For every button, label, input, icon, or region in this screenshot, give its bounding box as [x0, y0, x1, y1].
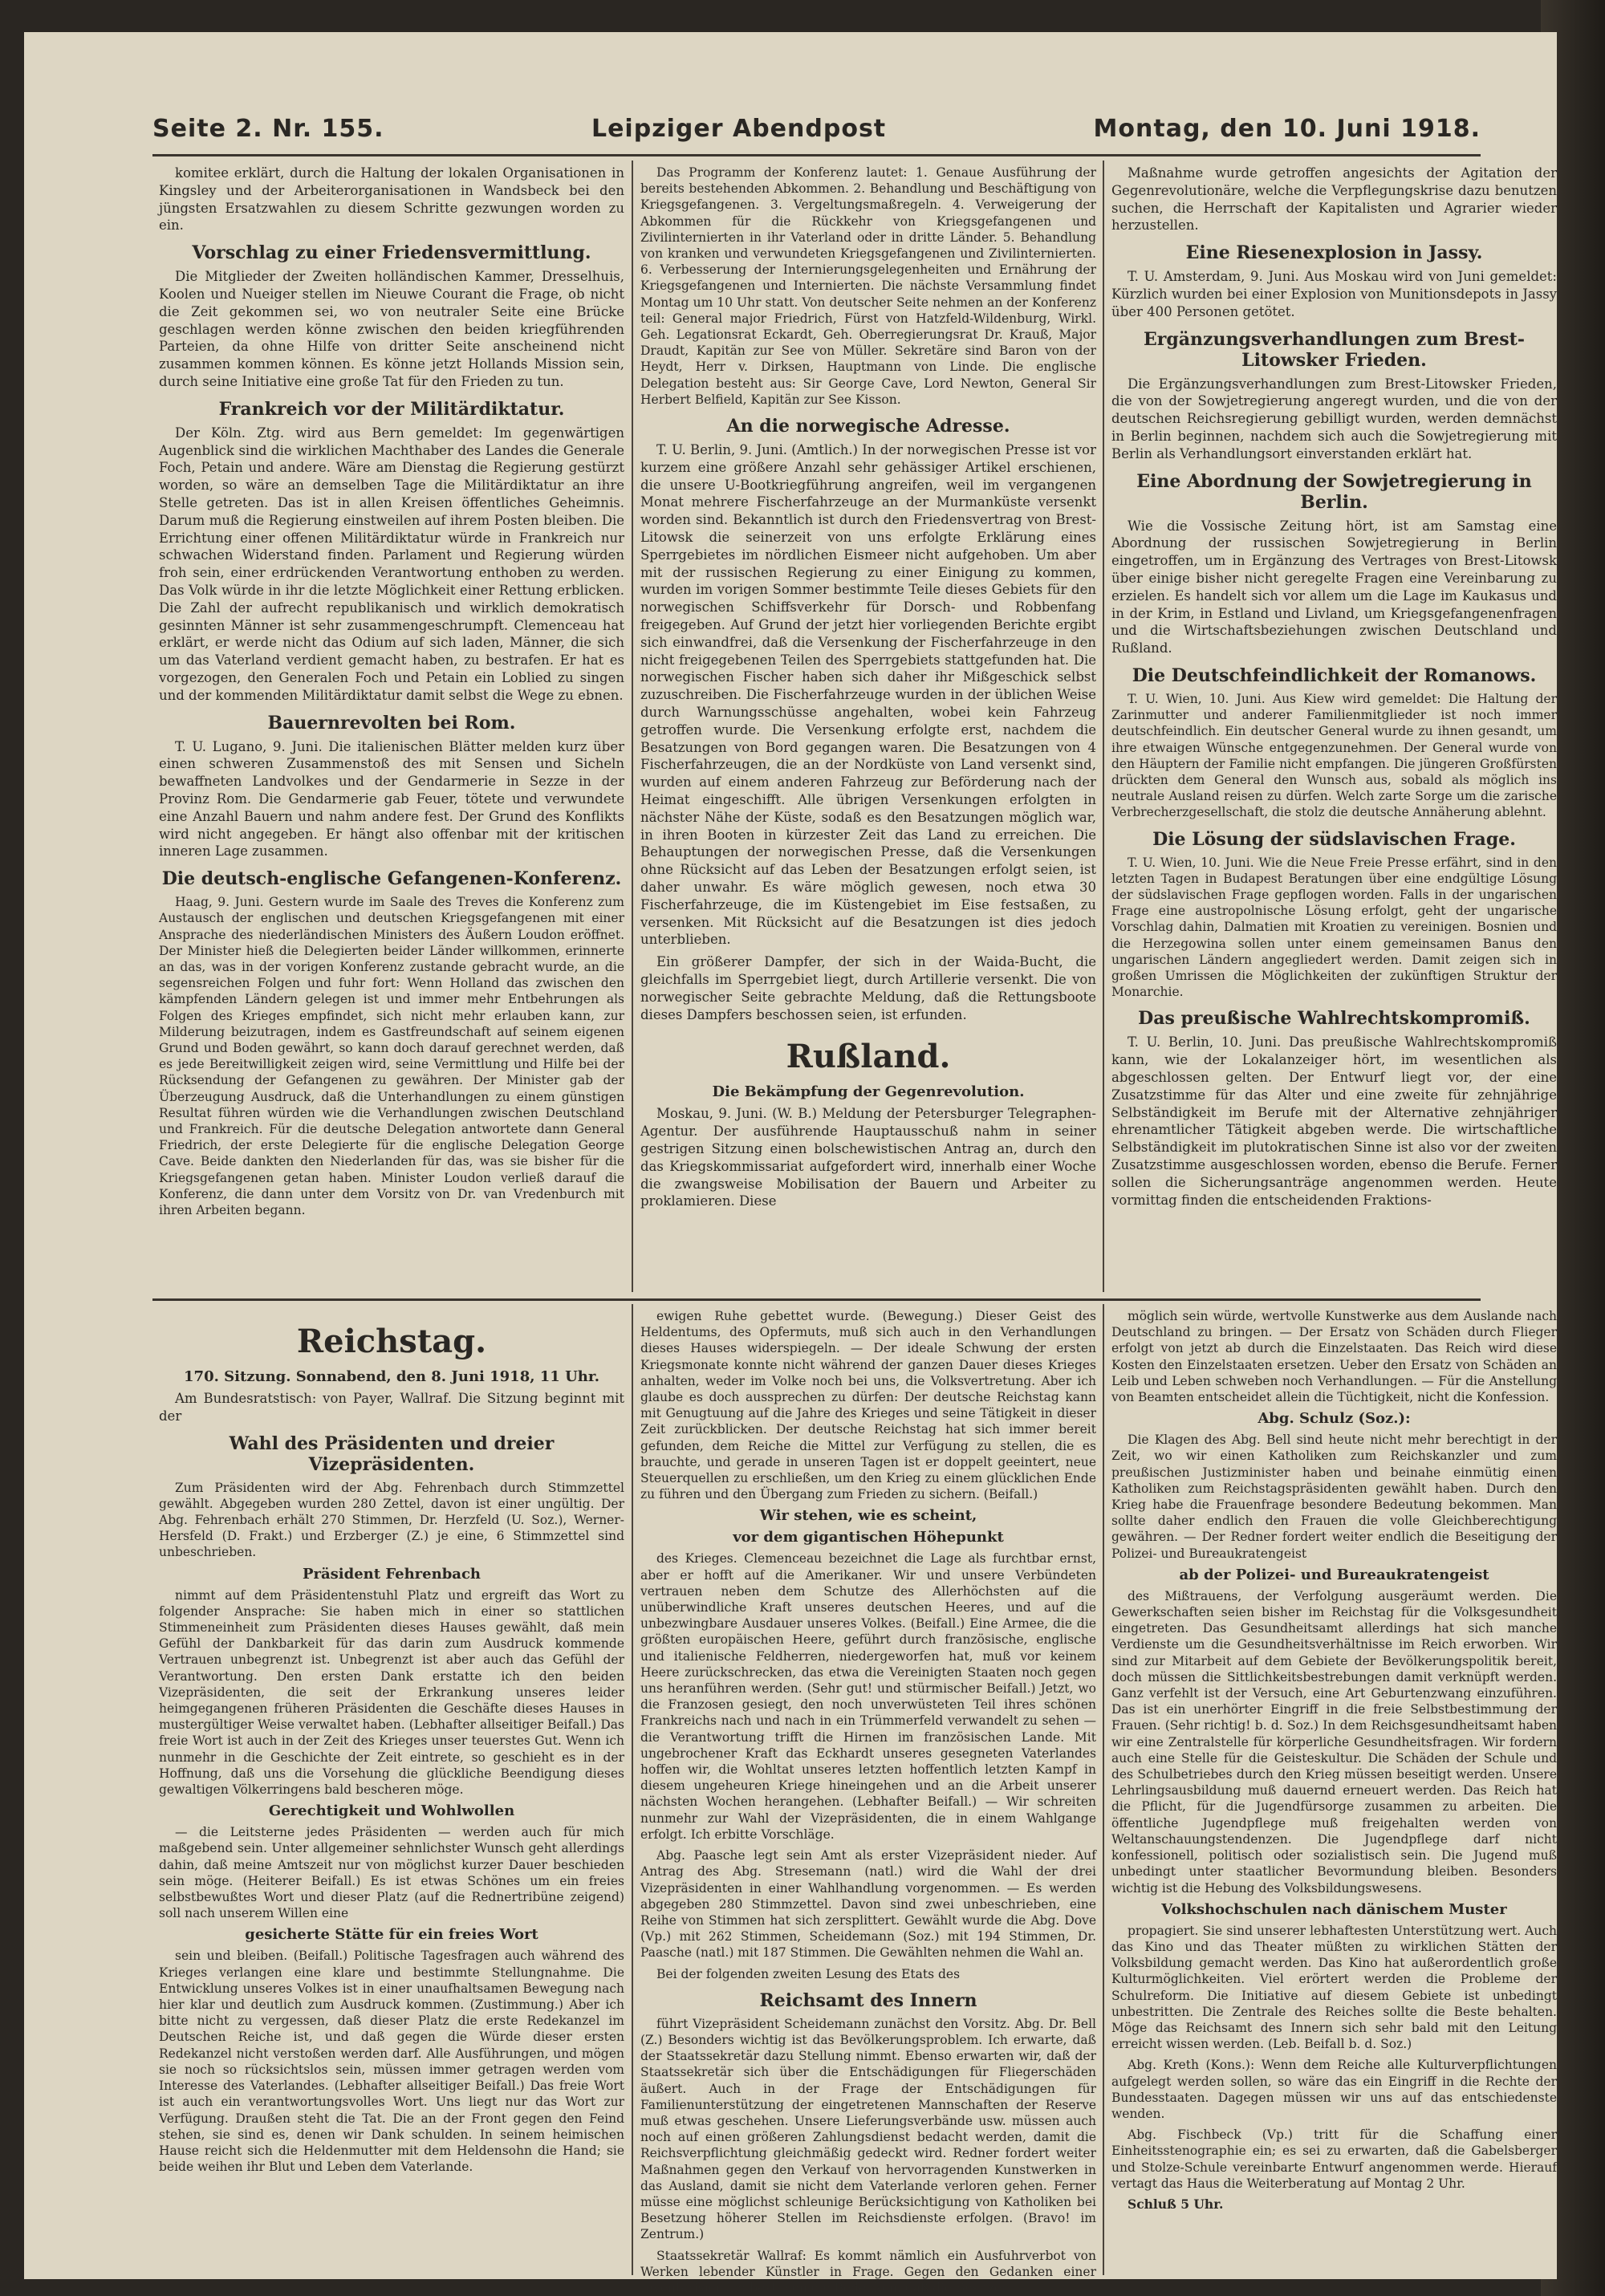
article-paragraph: Moskau, 9. Juni. (W. B.) Meldung der Petersburger Telegraphen-Agentur. Der ausführende Hauptausschuß nahm in seiner gestrigen Sitzung einen bolschewistischen Antrag an, durch den das Kriegskommissariat aufgefordert wird, innerhalb einer Woche die zwangsweise Mobilisation der Bauern und Arbeiter zu proklamieren. Diese [640, 1106, 1096, 1209]
subheadline-hoehepunkt: vor dem gigantischen Höhepunkt [733, 1529, 1004, 1546]
article-paragraph: T. U. Lugano, 9. Juni. Die italienischen Blätter melden kurz über einen schweren Zusammenstoß des mit Sensen und Sicheln bewaffneten Landvolkes und der Gendarmerie in Sezze in der Provinz Rom. Die Gendarmerie gab Feuer, tötete und verwundete eine Anzahl Bauern und nahm andere fest. Der Grund des Konflikts wird nicht angegeben. Er hängt also offenbar mit der kritischen inneren Lage zusammen. [159, 738, 624, 859]
headline-frankreich: Frankreich vor der Militärdiktatur. [218, 398, 565, 420]
column-rule [632, 161, 633, 1292]
article-paragraph: Abg. Kreth (Kons.): Wenn dem Reiche alle Kulturverpflichtungen aufgelegt werden sollen, so wäre das ein Eingriff in die Rechte der Bundesstaaten. Dagegen müssen wir uns auf das entschiedenste wenden. [1111, 2058, 1557, 2121]
article-paragraph: Der Köln. Ztg. wird aus Bern gemeldet: Im gegenwärtigen Augenblick sind die wirklichen Machthaber des Landes die Generale Foch, Petain und andere. Wäre am Dienstag die Regierung gestürzt worden, so wäre an demselben Tage die Militärdiktatur an ihre Stelle getreten. Das ist in allen Kreisen öffentliches Geheimnis. Darum muß die Regierung einstweilen auf ihrem Posten bleiben. Die Errichtung einer offenen Militärdiktatur würde in Frankreich nur schwachen Widerstand finden. Parlament und Regierung würden froh sein, einer erdrückenden Verantwortung enthoben zu werden. Das Volk würde in ihr die letzte Möglichkeit einer Rettung erblicken. Die Zahl der aufrecht republikanisch und wirklich demokratisch gesinnten Männer ist sehr zusammengeschrumpft. Clemenceau hat erklärt, er werde nicht das Odium auf sich laden, Männer, die sich um das Vaterland verdient gemacht haben, zu bestrafen. Er hat es vorgezogen, den Generalen Foch und Petain ein Loblied zu singen und der kommenden Militärdiktatur damit selbst die Wege zu ebnen. [159, 425, 624, 703]
section-title-russland: Rußland. [786, 1038, 951, 1076]
article-paragraph: des Krieges. Clemenceau bezeichnet die Lage als furchtbar ernst, aber er hofft auf die Amerikaner. Wir und unsere Verbündeten vertrauen neben dem Schutze des Allerhöchsten auf die unüberwindliche Kraft unseres deutschen Heeres, und auf die unbezwingbare Ausdauer unseres Volkes. (Beifall.) Eine Armee, die die größten europäischen Heere, geführt durch französische, englische und italienische Feldherren, niedergeworfen hat, muß vor keinem Heere zurückschrecken, das etwa die Vereinigten Staaten noch gegen uns heranführen werden. (Sehr gut! und stürmischer Beifall.) Jetzt, wo die Franzosen gesiegt, den noch unverwüsteten Teil ihres schönen Frankreichs nach und nach in ein Trümmerfeld verwandelt zu sehen — die Verantwortung trifft die Hirnen im französischen Lande. Mit ungebrochener Kraft das Eckhardt unseres gesegneten Vaterlandes hoffen wir, die Wohltat unseres letzten hoffentlich letzten Kampf in diesem ungeheuren Kriege hineingehen und an die Arbeit unserer nächsten Wochen herangehen. (Lebhafter Beifall.) — Wir schreiten nunmehr zur Wahl der Vizepräsidenten, die in einem Wahlgange erfolgt. Ich erbitte Vorschläge. [640, 1551, 1096, 1842]
article-paragraph: Abg. Fischbeck (Vp.) tritt für die Schaffung einer Einheitsstenographie ein; es sei zu erwarten, daß die Gabelsberger und Stolze-Schule vereinbarte Entwurf angenommen werde. Hierauf vertagt das Haus die Weiterberatung auf Montag 2 Uhr. [1111, 2127, 1557, 2191]
article-paragraph: Wie die Vossische Zeitung hört, ist am Samstag eine Abordnung der russischen Sowjetregierung in Berlin eingetroffen, um in Ergänzung des Vertrages von Brest-Litowsk über einige bisher nicht geregelte Fragen eine Vereinbarung zu erzielen. Es handelt sich vor allem um die Lage im Kaukasus und in der Krim, in Estland und Livland, um Kriegsgefangenenfragen und die Wirtschaftsbeziehungen zwischen Deutschland und Rußland. [1111, 518, 1557, 656]
article-paragraph: Am Bundesratstisch: von Payer, Wallraf. Die Sitzung beginnt mit der [159, 1391, 624, 1424]
article-paragraph: führt Vizepräsident Scheidemann zunächst den Vorsitz. Abg. Dr. Bell (Z.) Besonders wichtig ist das Bevölkerungsproblem. Ich erwarte, daß der Staatssekretär dazu Stellung nimmt. Ebenso erwarten wir, daß der Staatssekretär sich über die Entschädigungen für Fliegerschäden äußert. Auch in der Frage der Entschädigungen für Familienunterstützung der eingetretenen Mannschaften der Reserve muß etwas geschehen. Unsere Lieferungsverbände usw. müssen auch noch auf einen größeren Zahlungsdienst bedacht werden, damit die Reichsverpflichtung gleichmäßig gedeckt wird. Redner fordert weiter Maßnahmen gegen den Verkauf von hervorragenden Kunstwerken in das Ausland, damit sie nicht dem Vaterlande verloren gehen. Ferner müsse eine möglichst schleunige Berücksichtigung von Katholiken bei Besetzung höherer Stellen im Reichsdienste erfolgen. (Bravo! im Zentrum.) [640, 2016, 1096, 2242]
article-paragraph: Haag, 9. Juni. Gestern wurde im Saale des Treves die Konferenz zum Austausch der englischen und deutschen Kriegsgefangenen mit einer Ansprache des niederländischen Ministers des Äußern Loudon eröffnet. Der Minister hieß die Delegierten beider Länder willkommen, erinnerte an das, was in der vorigen Konferenz zustande gebracht wurde, an die segensreichen Folgen und fuhr fort: Wenn Holland das zwischen den kämpfenden Ländern gelegen ist und immer mehr Entbehrungen als Folgen des Krieges empfindet, sich nicht mehr erlauben kann, zur Milderung beizutragen, indem es Gastfreundschaft auf seinem eigenen Grund und Boden gewährt, so kann doch darauf gerechnet werden, daß es jede Bereitwilligkeit zeigen wird, seine Vermittlung und Hilfe bei der Rücksendung der Gefangenen zu gewähren. Der Minister gab der Überzeugung Ausdruck, daß die Unterhandlungen zu einem günstigen Resultat führen würden wie die Verhandlungen zwischen Deutschland und Frankreich. Für die deutsche Delegation antwortete dann General Friedrich, der erste Delegierte für die englische Delegation George Cave. Beide dankten den Niederlanden für das, was sie bisher für die Kriegsgefangenen getan haben. Minister Loudon verließ darauf die Konferenz, die dann unter dem Vorsitz von Dr. van Vredenburch mit ihren Arbeiten begann. [159, 895, 624, 1217]
article-paragraph: T. U. Berlin, 10. Juni. Das preußische Wahlrechtskompromiß kann, wie der Lokalanzeiger hört, im wesentlichen als abgeschlossen gelten. Der Entwurf liegt vor, der eine Zusatzstimme für das Alter und eine zweite für zehnjährige Selbständigkeit im Berufe mit der Alternative zehnjähriger ehrenamtlicher Tätigkeit abgeben werde. Die wirtschaftliche Selbständigkeit im plutokratischen Sinne ist also vor der zweiten Zusatzstimme ausgeschlossen worden, ebenso die Berufe. Ferner sollen die Sicherungsanträge angenommen werden. Heute vormittag finden die entscheidenden Fraktions- [1111, 1034, 1557, 1208]
article-paragraph: des Mißtrauens, der Verfolgung ausgeräumt werden. Die Gewerkschaften seien bisher im Reichstag für die Volksgesundheit eingetreten. Das Gesundheitsamt allerdings hat sich manche Verdienste um die Gesundheitsverhältnisse im Reich erworben. Wir sind zur Mitarbeit auf dem Gebiete der Bevölkerungspolitik bereit, doch müssen die Sittlichkeitsbestrebungen damit verknüpft werden. Ganz verfehlt ist der Versuch, eine Art Geburtenzwang einzuführen. Das ist ein unerhörter Eingriff in die freie Selbstbestimmung der Frauen. (Sehr richtig! b. d. Soz.) In dem Reichsgesundheitsamt haben wir eine Zentralstelle für körperliche Gesundheitsfragen. Wir fordern auch eine Stelle für die Geisteskultur. Die Schäden der Schule und des Schulbetriebes durch den Krieg müssen beseitigt werden. Unsere Lehrlingsausbildung muß dauernd erneuert werden. Das Reich hat die Pflicht, für die Jugendfürsorge zusammen zu arbeiten. Die öffentliche Jugendpflege muß freigehalten werden von Weltanschauungstendenzen. Die Jugendpflege darf nicht konfessionell, politisch oder sozialistisch sein. Die Jugend muß unbedingt unter staatlicher Bevormundung bleiben. Besonders wichtig ist die Hebung des Volksbildungswesens. [1111, 1588, 1557, 1896]
article-paragraph: Maßnahme wurde getroffen angesichts der Agitation der Gegenrevolutionäre, welche die Verpflegungskrise dazu benutzen suchen, die Herrschaft der Kapitalisten und Agrarier wieder herzustellen. [1111, 165, 1557, 234]
column-rule [1103, 161, 1104, 1292]
article-paragraph: Zum Präsidenten wird der Abg. Fehrenbach durch Stimmzettel gewählt. Abgegeben wurden 280 Zettel, davon ist einer ungültig. Der Abg. Fehrenbach erhält 270 Stimmen, Dr. Herzfeld (U. Soz.), Werner-Hersfeld (D. Frakt.) und Erzberger (Z.) je eine, 6 Stimmzettel sind unbeschrieben. [159, 1480, 624, 1560]
article-paragraph: möglich sein würde, wertvolle Kunstwerke aus dem Auslande nach Deutschland zu bringen. — Der Ersatz von Schäden durch Flieger erfolgt von jetzt ab durch die Einzelstaaten. Das Reich wird diese Kosten den Einzelstaaten ersetzen. Ueber den Ersatz von Schäden an Leib und Leben schweben noch Verhandlungen. — Für die Anstellung von Beamten entscheidet allein die Tüchtigkeit, nicht die Konfession. [1111, 1309, 1557, 1405]
headline-norwegische-adresse: An die norwegische Adresse. [726, 416, 1010, 437]
headline-gefangenen-konferenz: Die deutsch-englische Gefangenen-Konferenz. [161, 868, 622, 890]
subheadline-polizeigeist: ab der Polizei- und Bureaukratengeist [1179, 1566, 1489, 1583]
reichstag-column-1 [159, 1308, 624, 2271]
headline-ergaenzungsverhandlungen: Ergänzungsverhandlungen zum Brest-Litowsker Frieden. [1144, 328, 1525, 371]
headline-reichsamt-innern: Reichsamt des Innern [759, 1989, 977, 2011]
article-paragraph: Die Ergänzungsverhandlungen zum Brest-Litowsker Frieden, die von der Sowjetregierung angeregt wurden, und die von der deutschen Reichsregierung gebilligt wurden, werden demnächst in Berlin beginnen, nachdem sich auch die Sowjetregierung mit Berlin als Verhandlungsort einverstanden erklärt hat. [1111, 376, 1557, 461]
article-paragraph: Ein größerer Dampfer, der sich in der Waida-Bucht, die gleichfalls im Sperrgebiet liegt, durch Artillerie versenkt. Die von norwegischer Seite gebrachte Meldung, daß die Rettungsboote dieses Dampfers beschossen seien, ist erfunden. [640, 954, 1096, 1022]
headline-riesenexplosion: Eine Riesenexplosion in Jassy. [1185, 242, 1483, 264]
header-newspaper-title: Leipziger Abendpost [591, 114, 887, 143]
headline-friedensvermittlung: Vorschlag zu einer Friedensvermittlung. [192, 242, 591, 264]
headline-abordnung-sowjetregierung: Eine Abordnung der Sowjetregierung in Berlin. [1136, 470, 1532, 513]
article-paragraph: sein und bleiben. (Beifall.) Politische Tagesfragen auch während des Krieges verlangen eine klare und bestimmte Stellungnahme. Die Entwicklung unseres Volkes ist in einer unaufhaltsamen Bewegung nach hier klar und deutlich zum Ausdruck kommen. (Zustimmung.) Aber ich bitte nicht zu vergessen, daß dieser Platz die erste Redekanzel im Deutschen Reiche ist, und daß gegen die Würde dieser ersten Redekanzel nicht verstoßen werden darf. Alle Ausführungen, und mögen sie noch so rücksichtslos sein, müssen immer getragen werden vom Interesse des Vaterlandes. (Lebhafter allseitiger Beifall.) Das freie Wort ist auch ein verantwortungsvolles Wort. Uns liegt nur das Wort zur Verfügung. Draußen steht die Tat. Die an der Front gegen den Feind stehen, sie sind es, denen wir Dank schulden. In seinem heimischen Hause reicht sich die Heldenmutter mit dem Heldensohn die Hand; sie beide weihen ihr Blut und Leben dem Vaterlande. [159, 1949, 624, 2175]
headline-wahlrechtskompromiss: Das preußische Wahlrechtskompromiß. [1138, 1008, 1530, 1030]
article-paragraph: nimmt auf dem Präsidentenstuhl Platz und ergreift das Wort zu folgender Ansprache: Sie haben mich in einer so stattlichen Stimmeneinheit zum Präsidenten dieses Hauses gewählt, daß mein Gefühl der Dankbarkeit für das darin zum Ausdruck kommende Vertrauen unbegrenzt ist. Unbegrenzt ist aber auch das Gefühl der Verantwortung. Den ersten Dank erstatte ich den beiden Vizepräsidenten, die seit der Erkrankung unseres leider heimgegangenen früheren Präsidenten die Geschäfte dieses Hauses in mustergültiger Weise verwaltet haben. (Lebhafter allseitiger Beifall.) Das freie Wort ist auch in der Zeit des Krieges unser teuerstes Gut. Wenn ich nunmehr in die Geschichte der Zeit eintrete, so geschieht es in der Hoffnung, daß uns die Vorsehung die glückliche Beendigung dieses gewaltigen Völkerringens bald bescheren möge. [159, 1587, 624, 1798]
article-paragraph: Abg. Paasche legt sein Amt als erster Vizepräsident nieder. Auf Antrag des Abg. Stresemann (natl.) wird die Wahl der drei Vizepräsidenten in einer Wahlhandlung vorgenommen. — Es werden abgegeben 280 Stimmzettel. Davon sind zwei unbeschrieben, eine Reihe von Stimmen hat sich zersplittert. Gewählt wurde die Abg. Dove (Vp.) mit 262 Stimmen, Scheidemann (Soz.) mit 194 Stimmen, Dr. Paasche (natl.) mit 187 Stimmen. Die Gewählten nehmen die Wahl an. [640, 1848, 1096, 1961]
article-paragraph: propagiert. Sie sind unserer lebhaftesten Unterstützung wert. Auch das Kino und das Theater müßten zu wirklichen Stätten der Volksbildung gemacht werden. Das Kino hat außerordentlich große Kulturmöglichkeiten. Viel erörtert werden die Probleme der Schulreform. Die Initiative auf diesem Gebiete ist unbedingt unbestritten. Die Zentrale des Reiches sollte die Beste behalten. Möge das Reichsamt des Innern sich sehr bald mit den Leitung erreicht wissen werden. (Leb. Beifall b. d. Soz.) [1111, 1923, 1557, 2052]
column-3 [1111, 165, 1557, 1292]
session-end: Schluß 5 Uhr. [1128, 2196, 1224, 2212]
section-title-reichstag: Reichstag. [296, 1323, 487, 1360]
headline-praesidentenwahl: Wahl des Präsidenten und dreier Vizepräsidenten. [229, 1432, 555, 1475]
page-header [152, 104, 1481, 152]
article-paragraph: Die Klagen des Abg. Bell sind heute nicht mehr berechtigt in der Zeit, wo wir einen Katholiken zum Reichskanzler und zum preußischen Justizminister haben und beinahe einmütig einen Katholiken zum Reichstagspräsidenten gewählt haben. Durch den Krieg habe die Frauenfrage besondere Bedeutung bekommen. Man sollte daher endlich den Frauen die volle Gleichberechtigung gewähren. — Der Redner fordert weiter endlich die Beseitigung der Polizei- und Bureaukratengeist [1111, 1432, 1557, 1561]
article-paragraph: T. U. Berlin, 9. Juni. (Amtlich.) In der norwegischen Presse ist vor kurzem eine größere Anzahl sehr gehässiger Artikel erschienen, die unsere U-Bootkriegführung angreifen, weil im vergangenen Monat mehrere Fischerfahrzeuge an der Murmanküste versenkt worden sind. Bekanntlich ist durch den Friedensvertrag von Brest-Litowsk die seinerzeit von uns erfolgte Erklärung eines Sperrgebietes im nördlichen Eismeer nicht aufgehoben. Um aber mit der russischen Regierung zu einer Einigung zu kommen, wurden im vorigen Sommer bestimmte Teile dieses Gebiets für den norwegischen Schiffsverkehr für Dorsch- und Robbenfang freigegeben. Auf Grund der jetzt hier vorliegenden Berichte ergibt sich einwandfrei, daß die Versenkung der Fischerfahrzeuge in den nicht freigegebenen Teilen des Sperrgebiets stattgefunden hat. Die norwegischen Fischer haben sich daher ihr Mißgeschick selbst zuzuschreiben. Die Fischerfahrzeuge wurden in der üblichen Weise durch Warnungsschüsse angehalten, wobei kein Fahrzeug getroffen wurde. Die Versenkung erfolgte erst, nachdem die Besatzungen von Bord gegangen waren. Die Besatzungen von 4 Fischerfahrzeugen, die an der Nordküste von Land versenkt sind, wurden auf einem anderen Fahrzeug zur Beförderung nach der Heimat eingeschifft. Alle übrigen Versenkungen erfolgten in nächster Nähe der Küste, sodaß es den Besatzungen möglich war, in ihren Booten in kürzester Zeit das Land zu erreichen. Die Behauptungen der norwegischen Presse, daß die Versenkungen ohne Rücksicht auf das Leben der Besatzungen erfolgt seien, ist daher unwahr. Es wäre möglich gewesen, noch etwa 30 Fischerfahrzeuge, die im Küstengebiet im Eise festsaßen, zu versenken. Mit Rücksicht auf die Besatzungen ist dies jedoch unterblieben. [640, 442, 1096, 948]
subheadline-wir-stehen: Wir stehen, wie es scheint, [759, 1507, 977, 1525]
reichstag-column-3 [1111, 1308, 1557, 2271]
article-paragraph: Das Programm der Konferenz lautet: 1. Genaue Ausführung der bereits bestehenden Abkommen. 2. Behandlung und Beschäftigung von Kriegsgefangenen. 3. Vergeltungsmaßregeln. 4. Verweigerung der Abkommen für die Rückkehr von Kriegsgefangenen und Zivilinternierten in ihr Vaterland oder in dritte Länder. 5. Behandlung von kranken und verwundeten Kriegsgefangenen und Zivilinternierten. 6. Verbesserung der Internierungsgelegenheiten und Ernährung der Kriegsgefangenen und Internierten. Die nächste Versammlung findet Montag um 10 Uhr statt. Von deutscher Seite nehmen an der Konferenz teil: General major Friedrich, Fürst von Hatzfeld-Wildenburg, Wirkl. Geh. Legationsrat Eckardt, Geh. Oberregierungsrat Dr. Krauß, Major Draudt, Kapitän zur See von Müller. Sekretäre sind Baron von der Heydt, Herr v. Dirksen, Hauptmann von Linde. Die englische Delegation besteht aus: Sir George Cave, Lord Newton, General Sir Herbert Belfield, Kapitän zur See Kisson. [640, 165, 1096, 407]
article-paragraph: Staatssekretär Wallraf: Es kommt nämlich ein Ausfuhrverbot von Werken lebender Künstler in Frage. Gegen den Gedanken einer Inventarisierung bestehen die Bedenken, daß die Besitzer [640, 2248, 1096, 2295]
subheadline-freies-wort: gesicherte Stätte für ein freies Wort [245, 1926, 538, 1944]
subheadline-gerechtigkeit: Gerechtigkeit und Wohlwollen [268, 1802, 515, 1820]
article-paragraph: Die Mitglieder der Zweiten holländischen Kammer, Dresselhuis, Koolen und Nueiger stellen im Nieuwe Courant die Frage, ob nicht die Zeit gekommen sei, wo von neutraler Seite eine Brücke geschlagen werden könne zwischen den beiden kriegführenden Parteien, da ohne Hilfe von dritter Seite anscheinend nicht zusammen kommen können. Es könne jetzt Hollands Mission sein, durch seine Initiative eine große Tat für den Frieden zu tun. [159, 269, 624, 389]
article-intro: komitee erklärt, durch die Haltung der lokalen Organisationen in Kingsley und der Arbeiterorganisationen in Wandsbeck bei den jüngsten Ersatzwahlen zu diesem Schritte gezwungen worden zu ein. [159, 165, 624, 234]
session-info: 170. Sitzung. Sonnabend, den 8. Juni 1918, 11 Uhr. [184, 1368, 599, 1385]
subheadline-abg-schulz: Abg. Schulz (Soz.): [1258, 1410, 1411, 1428]
newspaper-page [24, 32, 1557, 2295]
article-paragraph: Bei der folgenden zweiten Lesung des Etats des [656, 1966, 961, 1981]
header-page-number: Seite 2. Nr. 155. [152, 114, 384, 143]
article-paragraph: ewigen Ruhe gebettet wurde. (Bewegung.) Dieser Geist des Heldentums, des Opfermuts, muß sich auch in den Verhandlungen dieses Hauses widerspiegeln. — Der ideale Schwung der ersten Kriegsmonate konnte nicht während der ganzen Dauer dieses Krieges anhalten, weder im Volke noch bei uns, die Volksvertretung. Aber ich glaube es doch aussprechen zu dürfen: Der deutsche Reichstag kann mit Genugtuung auf die Jahre des Krieges und seine Tätigkeit in dieser Zeit zurückblicken. Der deutsche Reichstag hat sich immer bereit gefunden, dem Reiche die Mittel zur Verfügung zu stellen, die es brauchte, und gerade in unseren Tagen ist er doppelt geeintert, neue Steuerquellen zu erschließen, um den Krieg zu einem glücklichen Ende zu führen und den Übergang zum Frieden zu sichern. (Beifall.) [640, 1309, 1096, 1502]
headline-bauernrevolten: Bauernrevolten bei Rom. [267, 712, 516, 734]
header-date: Montag, den 10. Juni 1918. [1093, 114, 1481, 143]
article-paragraph: T. U. Wien, 10. Juni. Aus Kiew wird gemeldet: Die Haltung der Zarinmutter und anderer Familienmitglieder ist noch immer deutschfeindlich. Ein deutscher General wurde zu ihnen gesandt, um ihre etwaigen Wünsche entgegenzunehmen. Der General wurde von den Häuptern der Familie nicht empfangen. Die jüngeren Großfürsten drückten dem General den Wunsch aus, sobald als möglich ins neutrale Ausland reisen zu dürfen. Welch zarte Sorge um die zarische Verbrecherzgesellschaft, die stolz die deutsche Annäherung ablehnt. [1111, 691, 1557, 820]
header-rule [152, 154, 1481, 156]
article-paragraph: T. U. Wien, 10. Juni. Wie die Neue Freie Presse erfährt, sind in den letzten Tagen in Budapest Beratungen über eine endgültige Lösung der südslavischen Frage gepflogen worden. Falls in der ungarischen Frage eine austropolnische Lösung erfolgt, geht der ungarische Vorschlag dahin, Dalmatien mit Kroatien zu vereinigen. Bosnien und die Herzegowina sollen unter einem gemeinsamen Banus den ungarischen Ländern angegliedert werden. Damit zeigen sich in großen Umrissen die Möglichkeiten der zukünftigen Struktur der Monarchie. [1111, 855, 1557, 1000]
article-paragraph: — die Leitsterne jedes Präsidenten — werden auch für mich maßgebend sein. Unter allgemeiner sehnlichster Wunsch geht allerdings dahin, daß meine Amtszeit nur von möglichst kurzer Dauer beschieden sein möge. (Heiterer Beifall.) Es ist etwas Schönes um ein freies selbstbewußtes Wort und dieser Platz (auf die Rednertribüne zeigend) soll nach unserem Willen eine [159, 1825, 624, 1921]
subheadline-volkshochschulen: Volkshochschulen nach dänischem Muster [1161, 1900, 1507, 1918]
subheadline-praesident: Präsident Fehrenbach [302, 1565, 481, 1583]
headline-romanows: Die Deutschfeindlichkeit der Romanows. [1132, 664, 1537, 686]
column-rule [1103, 1304, 1104, 2275]
reichstag-column-2 [640, 1308, 1096, 2295]
column-1 [159, 165, 624, 1292]
column-2 [640, 165, 1096, 1292]
headline-suedslavische-frage: Die Lösung der südslavischen Frage. [1152, 828, 1516, 850]
subheadline-gegenrevolution: Die Bekämpfung der Gegenrevolution. [712, 1083, 1025, 1101]
section-divider [152, 1298, 1481, 1301]
article-paragraph: T. U. Amsterdam, 9. Juni. Aus Moskau wird von Juni gemeldet: Kürzlich wurden bei einer Explosion von Munitionsdepots in Jassy über 400 Personen getötet. [1111, 269, 1557, 319]
column-rule [632, 1304, 633, 2275]
